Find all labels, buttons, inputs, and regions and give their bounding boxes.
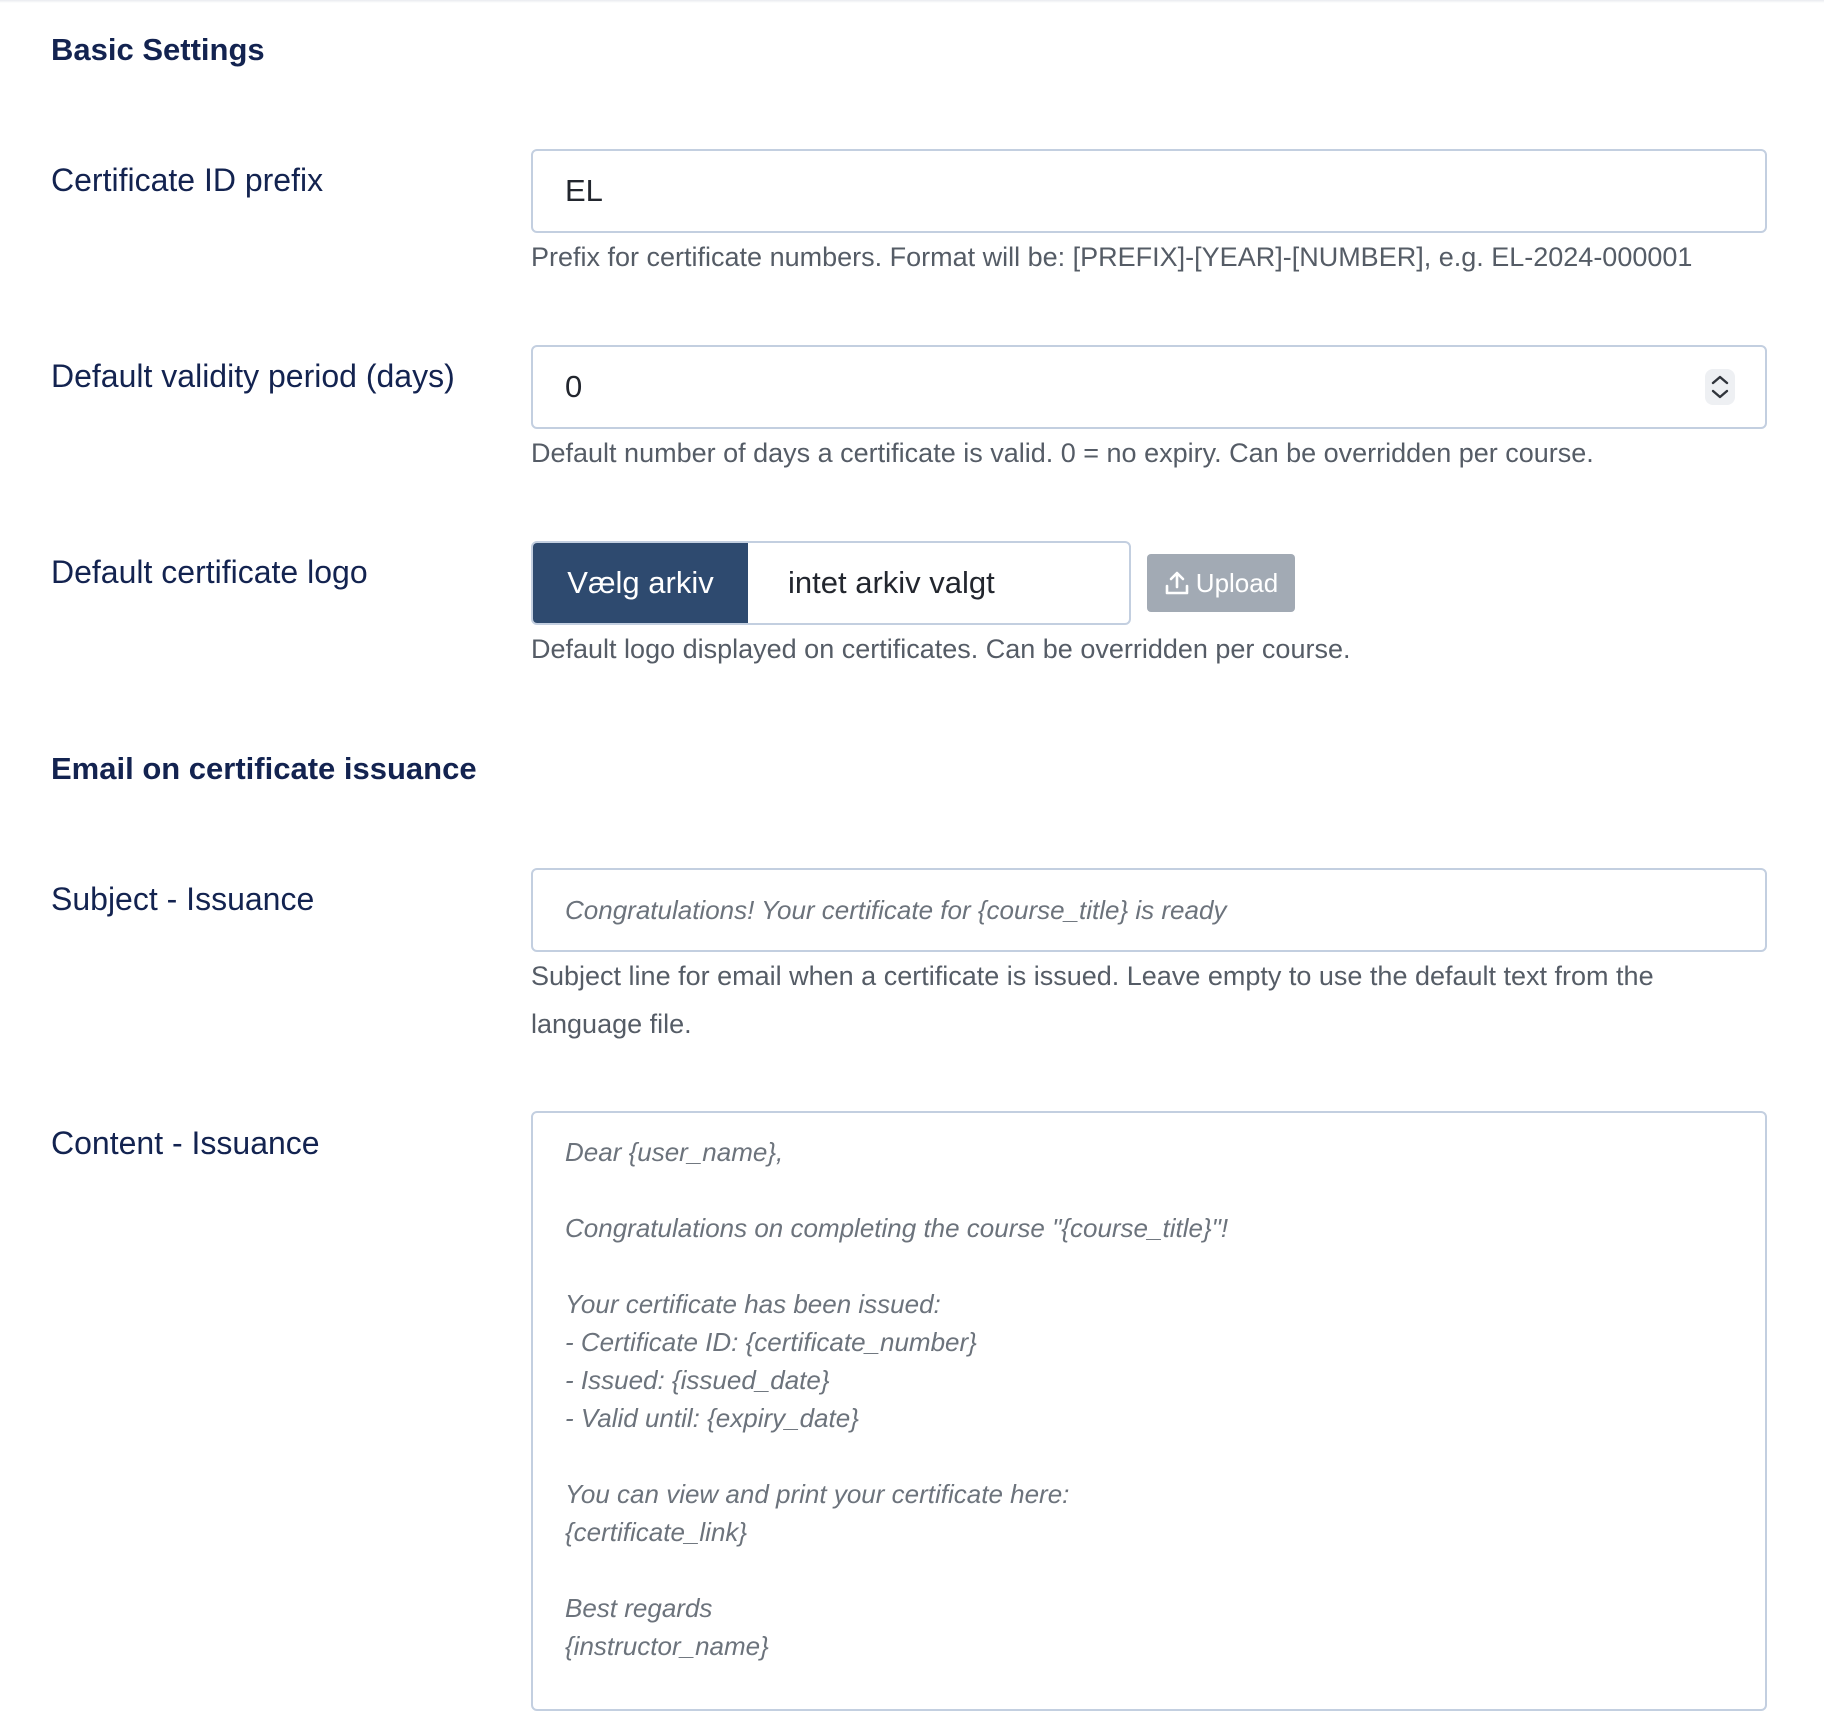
cert-prefix-value: EL — [565, 173, 603, 208]
logo-file-input[interactable] — [531, 541, 1131, 625]
subject-input[interactable] — [531, 868, 1767, 952]
subject-label: Subject - Issuance — [51, 881, 315, 917]
cert-prefix-help: Prefix for certificate numbers. Format will be: [PREFIX]-[YEAR]-[NUMBER], e.g. EL-2024-000001 — [531, 242, 1693, 272]
subject-help: Subject line for email when a certificate is issued. Leave empty to use the default text from the language file. — [531, 961, 1654, 1039]
file-status-text: intet arkiv valgt — [788, 565, 995, 600]
logo-label: Default certificate logo — [51, 554, 368, 590]
validity-value: 0 — [565, 369, 583, 404]
cert-prefix-input[interactable] — [531, 149, 1767, 233]
upload-button-label: Upload — [1195, 567, 1279, 598]
upload-icon — [1164, 570, 1190, 596]
top-divider — [0, 0, 1824, 3]
section-title-basic-settings: Basic Settings — [51, 32, 265, 67]
up-down-chevron-icon[interactable] — [1705, 369, 1735, 405]
choose-file-button[interactable]: Vælg arkiv — [533, 543, 748, 623]
validity-number-input[interactable] — [531, 345, 1767, 429]
subject-placeholder: Congratulations! Your certificate for {course_title} is ready — [565, 894, 1227, 925]
validity-help: Default number of days a certificate is valid. 0 = no expiry. Can be overridden per course. — [531, 438, 1594, 468]
cert-prefix-label: Certificate ID prefix — [51, 162, 324, 198]
logo-help: Default logo displayed on certificates. Can be overridden per course. — [531, 634, 1351, 664]
upload-button[interactable] — [1147, 554, 1295, 612]
section-title-email-issuance: Email on certificate issuance — [51, 751, 477, 786]
validity-label: Default validity period (days) — [51, 358, 455, 394]
content-textarea[interactable]: Dear {user_name}, Congratulations on completing the course "{course_title}"! Your certificate has been issued: - Certificate ID: {certificate_number} - Issued: {issued_date} - Valid until: {expiry_date} You can view and print your certificate here: {certificate_link} Best regards {instructor_name} — [531, 1111, 1767, 1711]
content-label: Content - Issuance — [51, 1125, 320, 1161]
